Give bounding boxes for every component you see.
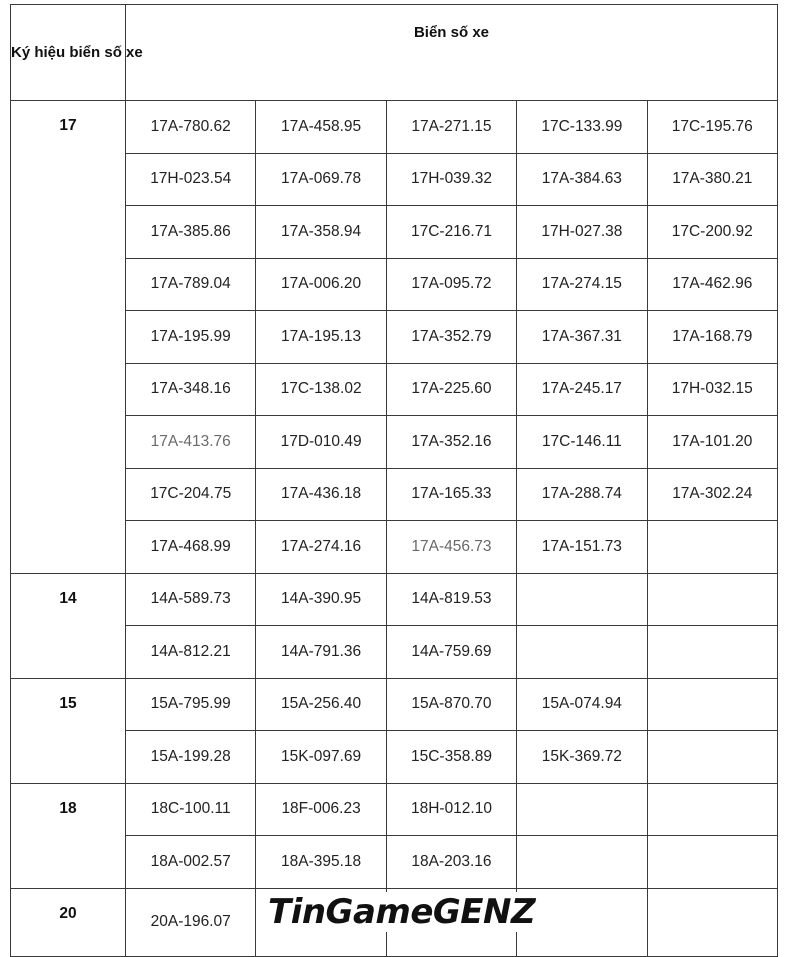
plate-number-cell: 17A-385.86: [126, 206, 256, 259]
table-row: [11, 311, 778, 364]
table-row: [11, 573, 778, 626]
table-row: [11, 363, 778, 416]
plate-number-cell: 17C-204.75: [126, 468, 256, 521]
plate-number-cell: 17C-146.11: [517, 416, 647, 469]
empty-cell: [517, 783, 647, 836]
table-row: [11, 101, 778, 154]
plate-number-cell: 14A-791.36: [256, 626, 386, 679]
header-plate-code: Ký hiệu biển số xe: [11, 5, 126, 101]
plate-number-cell: 17A-380.21: [647, 153, 777, 206]
plate-number-cell: 17H-039.32: [386, 153, 516, 206]
plate-number-cell: 18C-100.11: [126, 783, 256, 836]
table-row: [11, 626, 778, 679]
plate-number-cell: 17A-348.16: [126, 363, 256, 416]
plate-code-cell: 15: [11, 678, 126, 783]
plate-number-cell: 17A-151.73: [517, 521, 647, 574]
table-row: [11, 678, 778, 731]
plate-number-cell: 20A-196.07: [126, 888, 256, 957]
plate-number-cell: 14A-819.53: [386, 573, 516, 626]
plate-number-cell: 14A-812.21: [126, 626, 256, 679]
table-row: [11, 468, 778, 521]
plate-number-cell: 17H-032.15: [647, 363, 777, 416]
plate-number-cell: 17A-352.79: [386, 311, 516, 364]
license-plate-table: [10, 4, 778, 957]
table-header-row: [11, 5, 778, 101]
plate-number-cell: 15K-369.72: [517, 731, 647, 784]
plate-number-cell: 17A-367.31: [517, 311, 647, 364]
plate-number-cell: 18A-203.16: [386, 836, 516, 889]
plate-number-cell: 17A-358.94: [256, 206, 386, 259]
empty-cell: [647, 836, 777, 889]
plate-number-cell: 17C-200.92: [647, 206, 777, 259]
plate-number-cell: 17A-274.16: [256, 521, 386, 574]
plate-number-cell: 17H-027.38: [517, 206, 647, 259]
table-row: [11, 731, 778, 784]
plate-number-cell: 17A-245.17: [517, 363, 647, 416]
plate-number-cell: 17A-436.18: [256, 468, 386, 521]
plate-number-cell: 17A-288.74: [517, 468, 647, 521]
plate-number-cell: 14A-759.69: [386, 626, 516, 679]
empty-cell: [517, 836, 647, 889]
plate-number-cell: 17A-789.04: [126, 258, 256, 311]
table-row: [11, 206, 778, 259]
plate-number-cell: 15A-256.40: [256, 678, 386, 731]
plate-number-cell: 17C-133.99: [517, 101, 647, 154]
table-row: [11, 416, 778, 469]
empty-cell: [647, 521, 777, 574]
plate-code-cell: 18: [11, 783, 126, 888]
plate-code-cell: 14: [11, 573, 126, 678]
plate-number-cell: 14A-589.73: [126, 573, 256, 626]
plate-number-cell: 15A-870.70: [386, 678, 516, 731]
plate-number-cell: 17A-413.76: [126, 416, 256, 469]
watermark-logo: [262, 892, 541, 932]
plate-number-cell: 17A-165.33: [386, 468, 516, 521]
empty-cell: [647, 783, 777, 836]
empty-cell: [647, 626, 777, 679]
plate-number-cell: 17A-225.60: [386, 363, 516, 416]
plate-number-cell: 17A-462.96: [647, 258, 777, 311]
plate-number-cell: 15A-795.99: [126, 678, 256, 731]
plate-number-cell: 18H-012.10: [386, 783, 516, 836]
plate-number-cell: 17C-216.71: [386, 206, 516, 259]
empty-cell: [517, 626, 647, 679]
plate-number-cell: 17D-010.49: [256, 416, 386, 469]
empty-cell: [647, 678, 777, 731]
plate-number-cell: 17A-274.15: [517, 258, 647, 311]
plate-number-cell: 17A-168.79: [647, 311, 777, 364]
plate-number-cell: 17A-456.73: [386, 521, 516, 574]
table-body: [11, 101, 778, 957]
plate-number-cell: 18F-006.23: [256, 783, 386, 836]
plate-number-cell: 17A-101.20: [647, 416, 777, 469]
plate-number-cell: 17A-095.72: [386, 258, 516, 311]
plate-number-cell: 17C-195.76: [647, 101, 777, 154]
plate-number-cell: 17A-006.20: [256, 258, 386, 311]
empty-cell: [647, 731, 777, 784]
plate-number-cell: 14A-390.95: [256, 573, 386, 626]
plate-number-cell: 17A-302.24: [647, 468, 777, 521]
table-row: [11, 258, 778, 311]
table-row: [11, 783, 778, 836]
plate-number-cell: 18A-002.57: [126, 836, 256, 889]
plate-number-cell: 17A-780.62: [126, 101, 256, 154]
plate-number-cell: 17A-384.63: [517, 153, 647, 206]
header-plate-numbers: Biển số xe: [126, 5, 778, 101]
empty-cell: [647, 888, 777, 957]
plate-number-cell: 15K-097.69: [256, 731, 386, 784]
table-row: [11, 836, 778, 889]
watermark-text: TinGameGENZ: [268, 892, 536, 932]
plate-number-cell: 17A-195.99: [126, 311, 256, 364]
empty-cell: [517, 573, 647, 626]
plate-number-cell: 17A-458.95: [256, 101, 386, 154]
plate-number-cell: 15A-074.94: [517, 678, 647, 731]
plate-number-cell: 15C-358.89: [386, 731, 516, 784]
plate-number-cell: 17A-468.99: [126, 521, 256, 574]
table-row: [11, 521, 778, 574]
plate-number-cell: 17A-069.78: [256, 153, 386, 206]
plate-number-cell: 15A-199.28: [126, 731, 256, 784]
plate-code-cell: 20: [11, 888, 126, 957]
plate-number-cell: 17C-138.02: [256, 363, 386, 416]
plate-number-cell: 17A-352.16: [386, 416, 516, 469]
plate-number-cell: 17H-023.54: [126, 153, 256, 206]
plate-number-cell: 17A-271.15: [386, 101, 516, 154]
plate-code-cell: 17: [11, 101, 126, 574]
plate-number-cell: 18A-395.18: [256, 836, 386, 889]
plate-number-cell: 17A-195.13: [256, 311, 386, 364]
table-row: [11, 153, 778, 206]
empty-cell: [647, 573, 777, 626]
